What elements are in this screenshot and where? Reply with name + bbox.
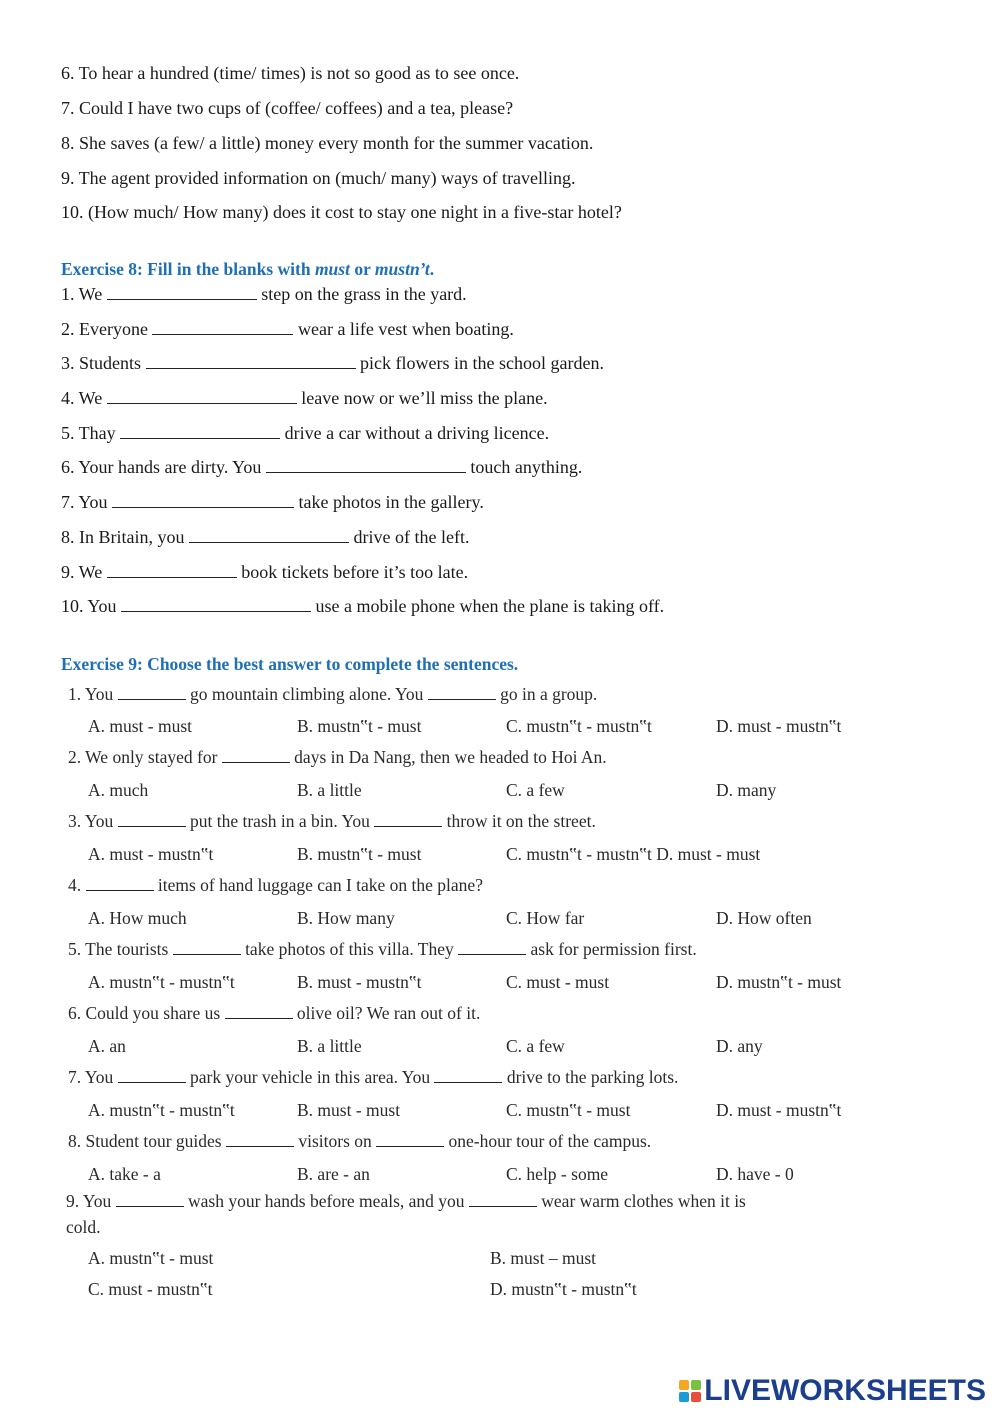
option-b[interactable]: B. mustn‟t - must	[297, 844, 422, 864]
option-a[interactable]: A. mustn‟t - must	[88, 1248, 214, 1268]
exercise-8-title: Exercise 8: Fill in the blanks with must or mustn’t.	[61, 259, 435, 279]
ex9-question: 3. You put the trash in a bin. You throw it on the street.	[68, 811, 596, 831]
option-c[interactable]: C. must - mustn‟t	[88, 1279, 213, 1299]
ex8-item: 6. Your hands are dirty. You touch anything.	[61, 457, 583, 477]
logo-square-icon	[691, 1392, 701, 1402]
option-b[interactable]: B. are - an	[297, 1164, 370, 1184]
logo-square-icon	[679, 1380, 689, 1390]
ex7-item-8: 8. She saves (a few/ a little) money every month for the summer vacation.	[61, 133, 594, 153]
option-a[interactable]: A. take - a	[88, 1164, 161, 1184]
ex9-question: 6. Could you share us olive oil? We ran out of it.	[68, 1003, 481, 1023]
ex9-question: 5. The tourists take photos of this villa. They ask for permission first.	[68, 939, 697, 959]
option-c[interactable]: C. a few	[506, 780, 565, 800]
fill-blank[interactable]	[152, 318, 293, 335]
option-c[interactable]: C. must - must	[506, 972, 610, 992]
answer-blank[interactable]	[434, 1067, 502, 1083]
logo-text: LIVEWORKSHEETS	[704, 1374, 986, 1407]
fill-blank[interactable]	[107, 387, 297, 404]
ex9-question: 2. We only stayed for days in Da Nang, then we headed to Hoi An.	[68, 747, 607, 767]
fill-blank[interactable]	[107, 283, 257, 300]
ex7-item-10: 10. (How much/ How many) does it cost to stay one night in a five-star hotel?	[61, 202, 622, 222]
ex8-item: 2. Everyone wear a life vest when boating.	[61, 319, 514, 339]
ex9-question: 8. Student tour guides visitors on one-hour tour of the campus.	[68, 1131, 652, 1151]
fill-blank[interactable]	[266, 456, 466, 473]
option-b[interactable]: B. must - must	[297, 1100, 401, 1120]
option-c[interactable]: C. mustn‟t - must	[506, 1100, 631, 1120]
logo-grid-icon	[679, 1380, 701, 1402]
ex8-item: 8. In Britain, you drive of the left.	[61, 527, 470, 547]
answer-blank[interactable]	[374, 811, 442, 827]
option-c[interactable]: C. How far	[506, 908, 585, 928]
ex9-question-cont: cold.	[66, 1217, 101, 1237]
ex8-item: 7. You take photos in the gallery.	[61, 492, 484, 512]
option-c[interactable]: C. a few	[506, 1036, 565, 1056]
option-a[interactable]: A. much	[88, 780, 149, 800]
answer-blank[interactable]	[428, 684, 496, 700]
option-b[interactable]: B. must - mustn‟t	[297, 972, 422, 992]
ex8-item: 10. You use a mobile phone when the plane is taking off.	[61, 596, 665, 616]
answer-blank[interactable]	[118, 684, 186, 700]
option-b[interactable]: B. a little	[297, 780, 362, 800]
fill-blank[interactable]	[146, 352, 356, 369]
option-c[interactable]: C. help - some	[506, 1164, 609, 1184]
answer-blank[interactable]	[458, 939, 526, 955]
option-a[interactable]: A. an	[88, 1036, 126, 1056]
answer-blank[interactable]	[225, 1003, 293, 1019]
liveworksheets-logo[interactable]	[679, 1374, 986, 1408]
logo-square-icon	[679, 1392, 689, 1402]
answer-blank[interactable]	[118, 811, 186, 827]
ex7-item-6: 6. To hear a hundred (time/ times) is not so good as to see once.	[61, 63, 520, 83]
ex8-item: 5. Thay drive a car without a driving licence.	[61, 423, 550, 443]
ex9-question: 1. You go mountain climbing alone. You go in a group.	[68, 684, 598, 704]
option-c-d[interactable]: C. mustn‟t - mustn‟t D. must - must	[506, 844, 761, 864]
ex9-question: 9. You wash your hands before meals, and you wear warm clothes when it is	[66, 1191, 746, 1211]
fill-blank[interactable]	[121, 595, 311, 612]
option-b[interactable]: B. a little	[297, 1036, 362, 1056]
option-a[interactable]: A. mustn‟t - mustn‟t	[88, 972, 235, 992]
ex9-question: 7. You park your vehicle in this area. You drive to the parking lots.	[68, 1067, 679, 1087]
ex8-item: 1. We step on the grass in the yard.	[61, 284, 467, 304]
ex7-item-9: 9. The agent provided information on (much/ many) ways of travelling.	[61, 168, 576, 188]
logo-square-icon	[691, 1380, 701, 1390]
answer-blank[interactable]	[376, 1131, 444, 1147]
answer-blank[interactable]	[116, 1191, 184, 1207]
fill-blank[interactable]	[120, 422, 280, 439]
ex8-item: 9. We book tickets before it’s too late.	[61, 562, 469, 582]
fill-blank[interactable]	[189, 526, 349, 543]
option-d[interactable]: D. have - 0	[716, 1164, 794, 1184]
fill-blank[interactable]	[107, 561, 237, 578]
option-a[interactable]: A. mustn‟t - mustn‟t	[88, 1100, 235, 1120]
answer-blank[interactable]	[226, 1131, 294, 1147]
option-d[interactable]: D. mustn‟t - must	[716, 972, 842, 992]
option-c[interactable]: C. mustn‟t - mustn‟t	[506, 716, 652, 736]
answer-blank[interactable]	[469, 1191, 537, 1207]
answer-blank[interactable]	[173, 939, 241, 955]
option-b[interactable]: B. How many	[297, 908, 395, 928]
ex8-item: 4. We leave now or we’ll miss the plane.	[61, 388, 548, 408]
ex7-item-7: 7. Could I have two cups of (coffee/ coffees) and a tea, please?	[61, 98, 514, 118]
option-d[interactable]: D. many	[716, 780, 777, 800]
option-b[interactable]: B. must – must	[490, 1248, 596, 1268]
option-d[interactable]: D. mustn‟t - mustn‟t	[490, 1279, 637, 1299]
option-b[interactable]: B. mustn‟t - must	[297, 716, 422, 736]
option-d[interactable]: D. How often	[716, 908, 812, 928]
option-d[interactable]: D. must - mustn‟t	[716, 716, 842, 736]
option-d[interactable]: D. must - mustn‟t	[716, 1100, 842, 1120]
answer-blank[interactable]	[118, 1067, 186, 1083]
answer-blank[interactable]	[222, 747, 290, 763]
option-a[interactable]: A. must - must	[88, 716, 193, 736]
fill-blank[interactable]	[112, 491, 294, 508]
exercise-9-title: Exercise 9: Choose the best answer to complete the sentences.	[61, 654, 519, 674]
option-a[interactable]: A. must - mustn‟t	[88, 844, 214, 864]
option-a[interactable]: A. How much	[88, 908, 187, 928]
ex9-question: 4. items of hand luggage can I take on the plane?	[68, 875, 483, 895]
ex8-item: 3. Students pick flowers in the school garden.	[61, 353, 604, 373]
option-d[interactable]: D. any	[716, 1036, 763, 1056]
answer-blank[interactable]	[86, 875, 154, 891]
